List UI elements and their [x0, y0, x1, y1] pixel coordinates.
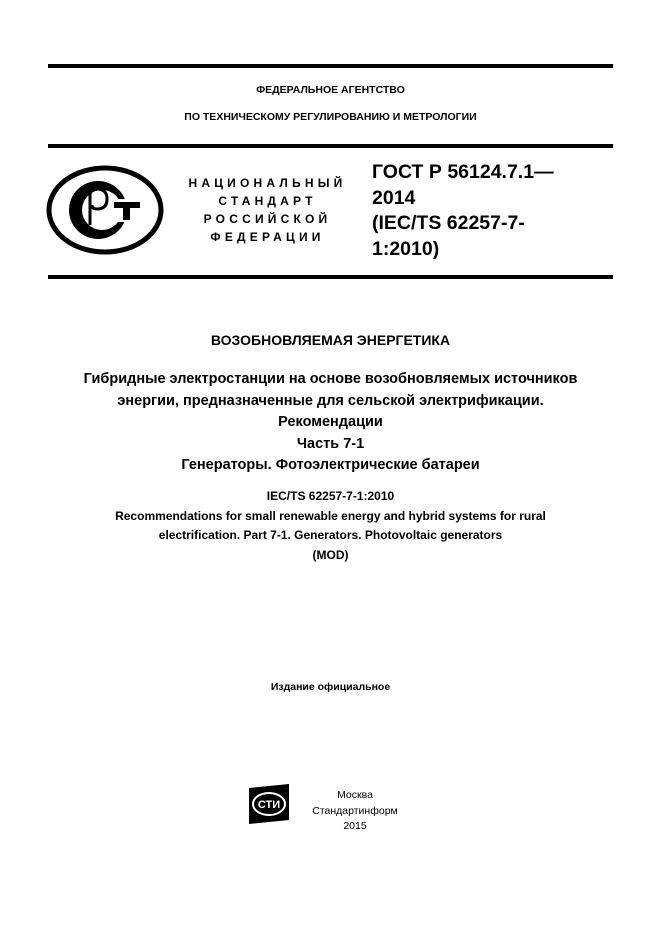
agency-line-2: ПО ТЕХНИЧЕСКОМУ РЕГУЛИРОВАНИЮ И МЕТРОЛОГИИ: [184, 111, 477, 123]
designation-line-2: 2014: [372, 186, 416, 209]
ns-line-3: РОССИЙСКОЙ: [203, 212, 332, 226]
svg-text:СТИ: СТИ: [257, 799, 281, 811]
english-line: (MOD): [312, 547, 349, 562]
national-standard-label: [170, 174, 365, 246]
english-title: [0, 487, 661, 565]
standartinform-logo-icon: [247, 784, 291, 824]
subtitle-line: Генераторы. Фотоэлектрические батареи: [181, 457, 480, 473]
subtitle-line: Гибридные электростанции на основе возобновляемых источников: [83, 371, 578, 387]
publisher-info: [300, 788, 410, 835]
publisher-name: Стандартинформ: [312, 804, 398, 817]
designation-line-1: ГОСТ Р 56124.7.1—: [372, 161, 554, 183]
rule-upper: [48, 144, 613, 148]
subtitle-line: Рекомендации: [278, 414, 383, 430]
edition-label: Издание официальное: [270, 681, 391, 693]
publisher-year: 2015: [343, 820, 367, 832]
ns-line-4: ФЕДЕРАЦИИ: [210, 230, 325, 244]
publisher-city: Москва: [337, 789, 373, 801]
subtitle-line: Часть 7-1: [296, 435, 365, 452]
standard-designation: [372, 160, 554, 262]
english-line: electrification. Part 7-1. Generators. Photovoltaic generators: [158, 528, 503, 542]
english-line: Recommendations for small renewable energy and hybrid systems for rural: [115, 508, 546, 523]
ns-line-1: НАЦИОНАЛЬНЫЙ: [188, 176, 347, 190]
agency-line-1: ФЕДЕРАЛЬНОЕ АГЕНТСТВО: [256, 84, 405, 96]
english-line: IEC/TS 62257-7-1:2010: [266, 489, 395, 503]
ns-line-2: СТАНДАРТ: [218, 194, 317, 208]
designation-line-3: (IEC/TS 62257-7-: [372, 212, 525, 234]
subtitle-line: энергии, предназначенные для сельской электрификации.: [117, 392, 544, 409]
top-rule: [48, 64, 613, 68]
gost-r-logo-icon: [46, 165, 164, 255]
main-title: ВОЗОБНОВЛЯЕМАЯ ЭНЕРГЕТИКА: [210, 332, 451, 348]
rule-lower: [48, 275, 613, 279]
subtitle: [0, 369, 661, 477]
designation-line-4: 1:2010): [372, 237, 440, 260]
